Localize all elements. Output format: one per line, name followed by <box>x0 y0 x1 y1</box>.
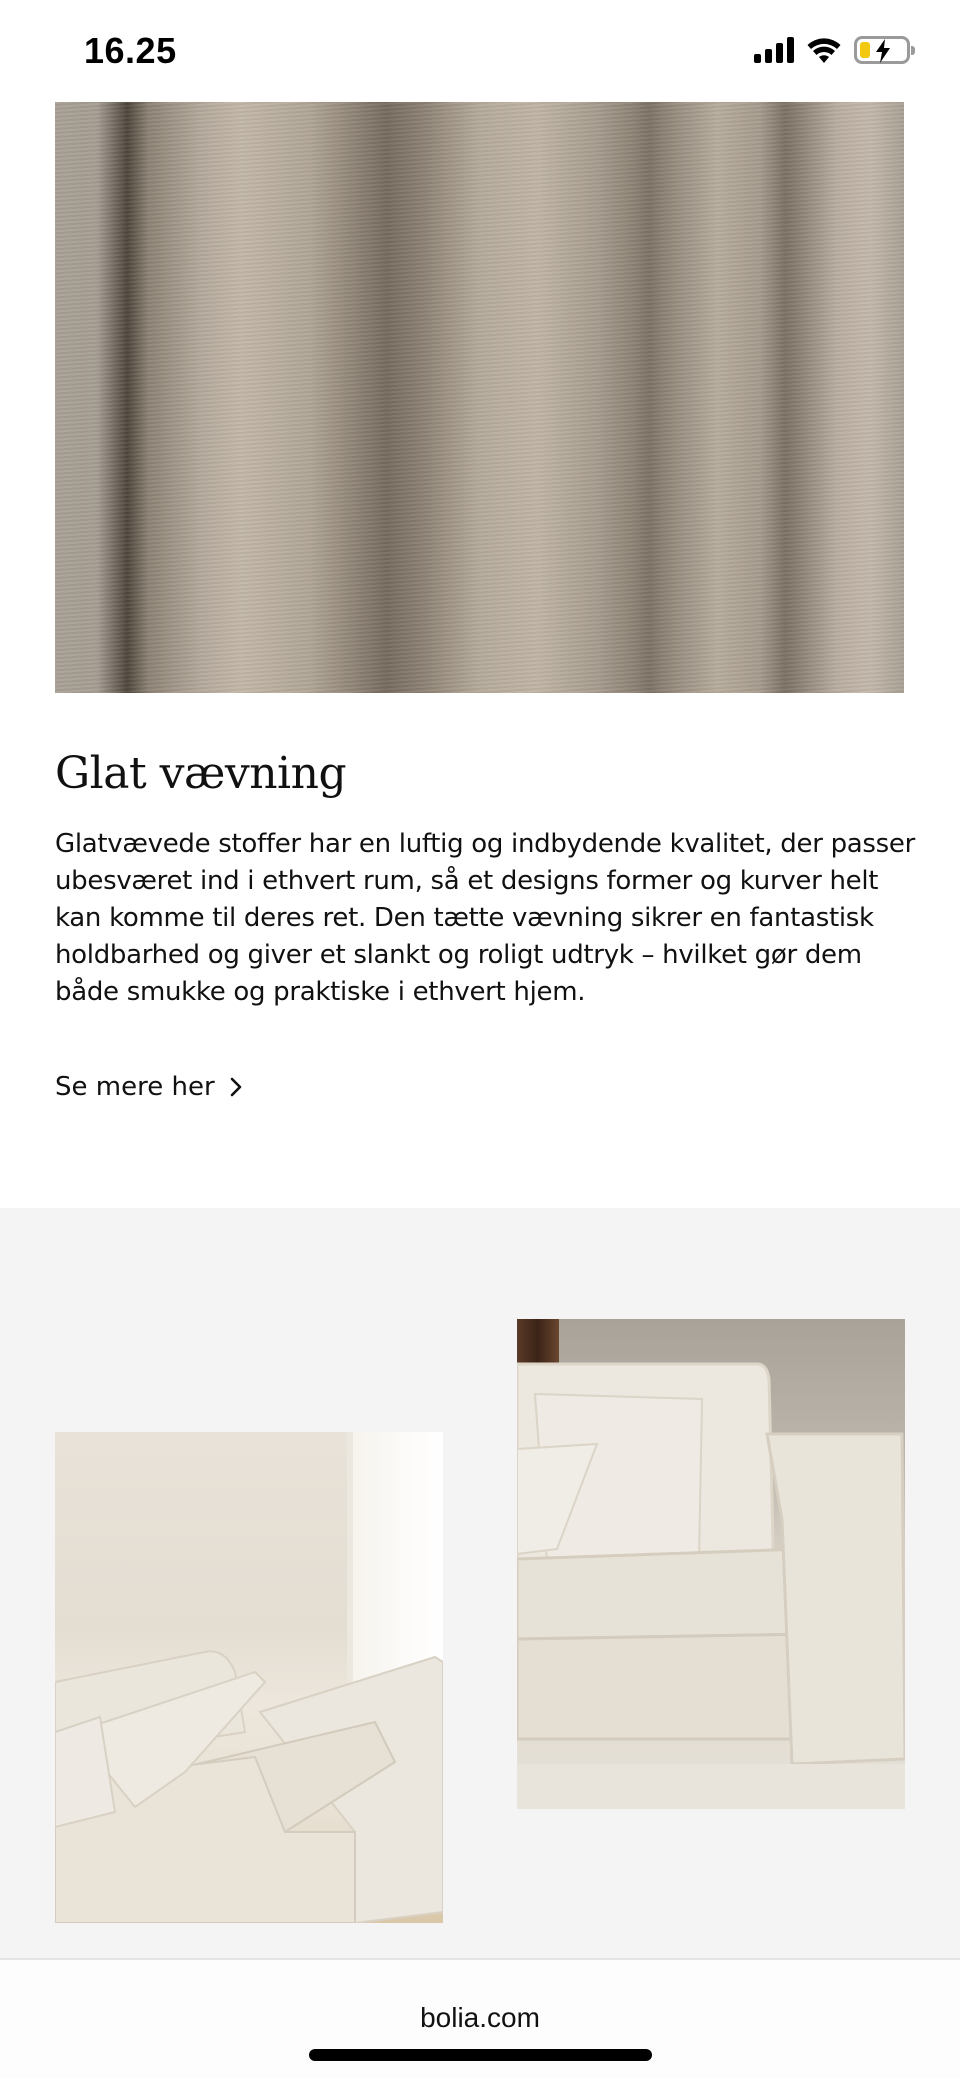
url-field[interactable]: bolia.com <box>420 2002 540 2033</box>
home-indicator[interactable] <box>309 2049 652 2061</box>
status-bar <box>0 0 960 102</box>
hero-fabric-image <box>55 102 904 693</box>
see-more-link[interactable] <box>55 1072 243 1102</box>
see-more-label: Se mere her <box>55 1072 215 1102</box>
chevron-right-icon <box>229 1076 243 1098</box>
section-description: Glatvævede stoffer har en luftig og indbydende kvalitet, der passer ubesværet ind i ethvert rum, så et designs former og kurver helt kan komme til deres ret. Den tætte vævning sikrer en fantastisk holdbarhed og giver et slankt og roligt udtryk – hvilket gør dem både smukke og praktiske i ethvert hjem. <box>55 829 915 1007</box>
section-title: Glat vævning <box>55 748 347 799</box>
battery-charging-icon <box>854 36 910 64</box>
status-icons <box>754 36 910 64</box>
product-gallery <box>0 1208 960 1958</box>
sofa-image-right[interactable] <box>517 1319 905 1809</box>
wifi-icon <box>806 36 842 64</box>
status-time: 16.25 <box>84 30 177 71</box>
cellular-signal-icon <box>754 37 794 63</box>
sofa-image-left[interactable] <box>55 1432 443 1923</box>
